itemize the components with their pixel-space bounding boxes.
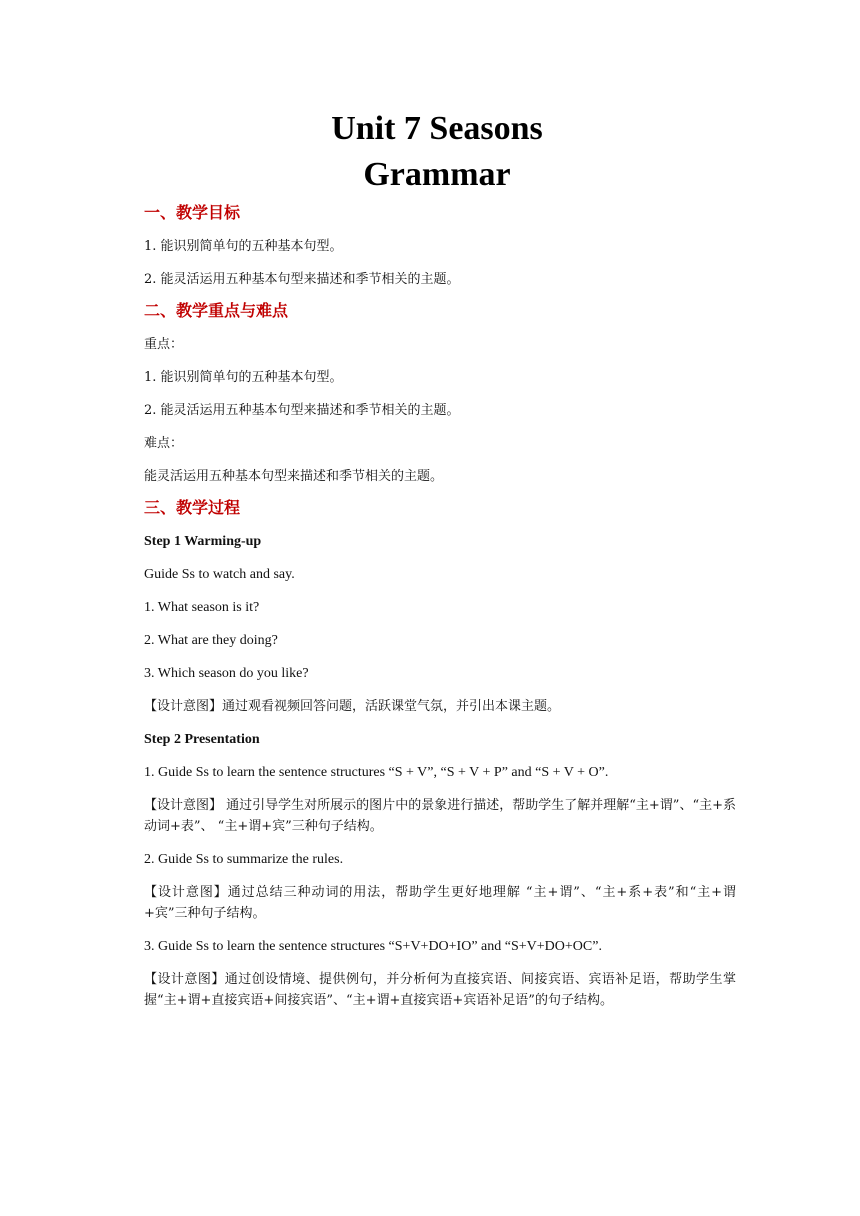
key-points-label: 重点： <box>144 337 184 352</box>
step-2-item-1: 1. Guide Ss to learn the sentence structures “S + V”, “S + V + P” and “S + V + O”. <box>144 765 609 780</box>
step-1-title: Step 1 Warming-up <box>144 534 262 549</box>
difficulty-item: 能灵活运用五种基本句型来描述和季节相关的主题。 <box>144 469 444 484</box>
step-2-item-3: 3. Guide Ss to learn the sentence structures “S+V+DO+IO” and “S+V+DO+OC”. <box>144 939 602 954</box>
step-1-question-2: 2. What are they doing? <box>144 633 278 648</box>
step-1-line: Guide Ss to watch and say. <box>144 567 295 582</box>
title-line-2: Grammar <box>363 156 511 193</box>
section-heading-key-points: 二、教学重点与难点 <box>144 301 289 320</box>
section-heading-objectives: 一、教学目标 <box>144 203 241 222</box>
section-heading-procedure: 三、教学过程 <box>144 498 241 517</box>
title-line-1: Unit 7 Seasons <box>331 110 543 147</box>
step-2-design-intent-2: 【设计意图】通过总结三种动词的用法，帮助学生更好地理解 “主+谓”、“主+系+表”和“主+谓+宾”三种句子结构。 <box>144 885 736 921</box>
step-2-design-intent-1: 【设计意图】 通过引导学生对所展示的图片中的景象进行描述，帮助学生了解并理解“主+谓”、“主+系动词+表”、 “主+谓+宾”三种句子结构。 <box>144 798 736 834</box>
step-1-design-intent: 【设计意图】通过观看视频回答问题，活跃课堂气氛，并引出本课主题。 <box>144 699 561 714</box>
objective-item-1: 1. 能识别简单句的五种基本句型。 <box>144 239 343 254</box>
step-2-design-intent-3: 【设计意图】通过创设情境、提供例句，并分析何为直接宾语、间接宾语、宾语补足语，帮助学生掌握“主+谓+直接宾语+间接宾语”、“主+谓+直接宾语+宾语补足语”的句子结构。 <box>144 972 736 1008</box>
step-2-title: Step 2 Presentation <box>144 732 260 747</box>
key-point-item-2: 2. 能灵活运用五种基本句型来描述和季节相关的主题。 <box>144 403 460 418</box>
key-point-item-1: 1. 能识别简单句的五种基本句型。 <box>144 370 343 385</box>
step-2-item-2: 2. Guide Ss to summarize the rules. <box>144 852 344 867</box>
document-body <box>144 198 736 1017</box>
difficulties-label: 难点： <box>144 436 184 451</box>
title-block <box>0 106 860 198</box>
step-1-question-1: 1. What season is it? <box>144 600 260 615</box>
objective-item-2: 2. 能灵活运用五种基本句型来描述和季节相关的主题。 <box>144 272 460 287</box>
step-1-question-3: 3. Which season do you like? <box>144 666 309 681</box>
